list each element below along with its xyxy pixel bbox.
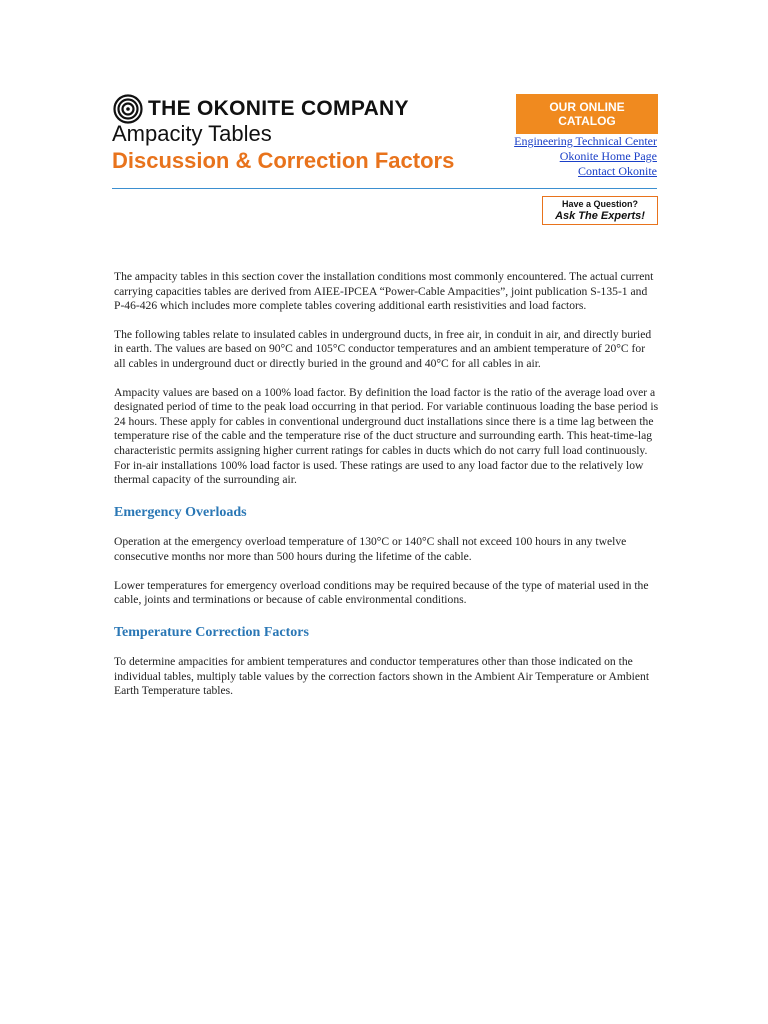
- header-links: [514, 134, 657, 179]
- ask-experts-button[interactable]: [542, 196, 658, 225]
- catalog-label-line1: OUR ONLINE: [549, 100, 625, 114]
- paragraph-correction-method: To determine ampacities for ambient temperatures and conductor temperatures other than those indicated on the individual tables, multiply table values by the correction factors shown in the Ambient Air Temperature or Ambient Earth Temperature tables.: [114, 655, 650, 698]
- home-page-link[interactable]: Okonite Home Page: [559, 149, 657, 163]
- heading-emergency-overloads: Emergency Overloads: [114, 504, 247, 520]
- header-divider: [112, 188, 657, 189]
- contact-link[interactable]: Contact Okonite: [578, 164, 657, 178]
- main-content: [114, 270, 659, 713]
- ask-question-text: Have a Question?: [561, 199, 639, 209]
- heading-temperature-correction: Temperature Correction Factors: [114, 624, 309, 640]
- company-name: THE OKONITE COMPANY: [148, 97, 409, 120]
- company-logo: [113, 94, 409, 124]
- paragraph-tables: The following tables relate to insulated cables in underground ducts, in free air, in conduit in air, and directly buried in earth. The values are based on 90°C and 105°C conductor temperatures and an ambient temperature of 20°C for all cables in underground duct or directly buried in the ground and 40°C for all cables in air.: [114, 327, 652, 370]
- online-catalog-button[interactable]: [516, 94, 658, 134]
- paragraph-intro: The ampacity tables in this section cover the installation conditions most commonly encountered. The actual current carrying capacities tables are derived from AIEE-IPCEA “Power-Cable Ampacities”, joint publication S-135-1 and P-46-426 which includes more complete tables covering additional earth resistivities and load factors.: [114, 270, 654, 313]
- paragraph-emergency-limits: Operation at the emergency overload temperature of 130°C or 140°C shall not exceed 100 hours in any twelve consecutive months nor more than 500 hours during the lifetime of the cable.: [114, 535, 627, 563]
- ask-experts-text: Ask The Experts!: [555, 210, 645, 222]
- paragraph-load-factor: Ampacity values are based on a 100% load factor. By definition the load factor is the ratio of the average load over a designated period of time to the peak load occurring in that period. For variable continuous loading the base period is 24 hours. These apply for cables in conventional underground duct installations since there is a time lag between the temperature rise of the cable and the temperature rise of the duct structure and surrounding earth. This heat-time-lag characteristic permits assigning higher current ratings for cables in ducts which do not carry full load continuously. For in-air installations 100% load factor is used. These ratings are used to any load factor due to the relatively low thermal capacity of the surrounding air.: [114, 385, 659, 487]
- paragraph-lower-temperatures: Lower temperatures for emergency overload conditions may be required because of the type of material used in the cable, joints and terminations or because of cable environmental conditions.: [114, 578, 649, 607]
- page-title: Ampacity Tables: [112, 121, 272, 146]
- catalog-label-line2: CATALOG: [558, 114, 616, 128]
- page-subtitle: Discussion & Correction Factors: [112, 148, 455, 173]
- engineering-center-link[interactable]: Engineering Technical Center: [514, 134, 657, 148]
- okonite-logo-icon: [113, 94, 143, 124]
